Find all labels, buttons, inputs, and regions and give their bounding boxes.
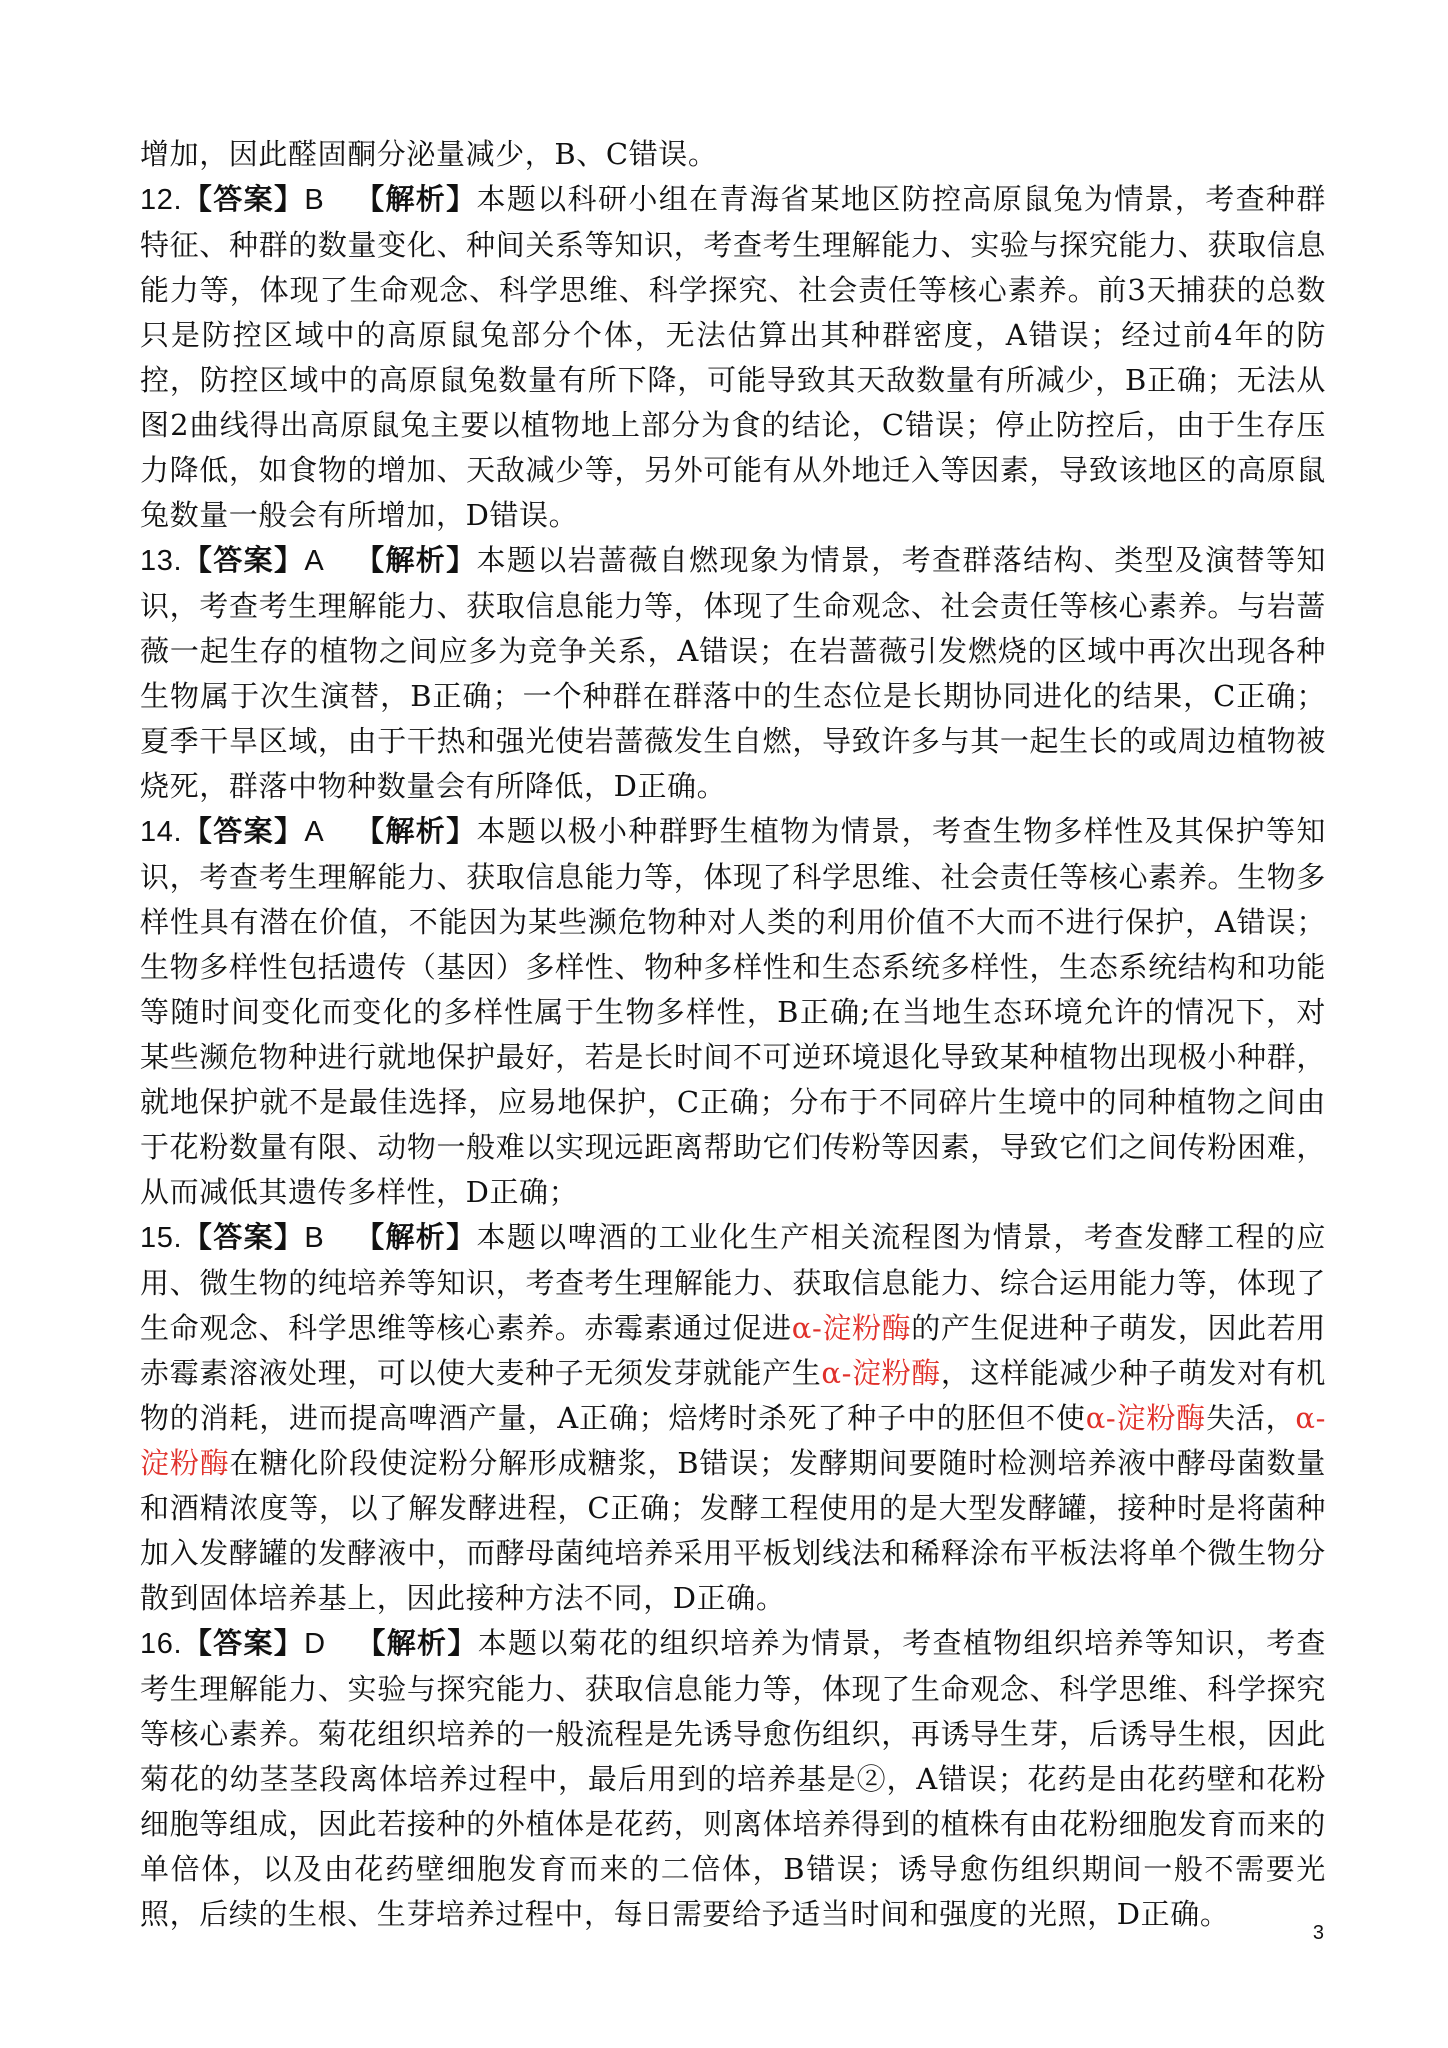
answer-letter: B <box>304 184 325 216</box>
answer-tag: 【答案】 <box>182 1626 305 1660</box>
analysis-tag: 【解析】 <box>354 543 477 577</box>
page-number: 3 <box>1312 1922 1324 1944</box>
item-15 <box>140 1215 1326 1621</box>
analysis-seg: 在糖化阶段使淀粉分解形成糖浆，B错误；发酵期间要随时检测培养液中酵母菌数量和酒精浓度等，以了解发酵进程，C正确；发酵工程使用的是大型发酵罐，接种时是将菌种加入发酵罐的发酵液中，而酵母菌纯培养采用平板划线法和稀释涂布平板法将单个微生物分散到固体培养基上，因此接种方法不同，D正确。 <box>140 1446 1326 1615</box>
enzyme-highlight: α-淀粉酶 <box>1085 1401 1206 1435</box>
answer-analysis-body <box>140 132 1326 1937</box>
enzyme-highlight: α-淀粉酶 <box>140 1401 1326 1480</box>
analysis-tag: 【解析】 <box>355 1626 478 1660</box>
analysis-text: 本题以岩蔷薇自燃现象为情景，考查群落结构、类型及演替等知识，考查考生理解能力、获取信息能力等，体现了生命观念、社会责任等核心素养。与岩蔷薇一起生存的植物之间应多为竞争关系，A错误；在岩蔷薇引发燃烧的区域中再次出现各种生物属于次生演替，B正确；一个种群在群落中的生态位是长期协同进化的结果，C正确；夏季干旱区域，由于干热和强光使岩蔷薇发生自燃，导致许多与其一起生长的或周边植物被烧死，群落中物种数量会有所降低，D正确。 <box>140 543 1326 803</box>
question-number: 13. <box>140 545 183 577</box>
analysis-tag: 【解析】 <box>354 814 477 848</box>
answer-tag: 【答案】 <box>182 182 305 216</box>
enzyme-highlight: α-淀粉酶 <box>821 1356 941 1390</box>
answer-letter: A <box>304 816 325 848</box>
analysis-text: 本题以科研小组在青海省某地区防控高原鼠兔为情景，考查种群特征、种群的数量变化、种间关系等知识，考查考生理解能力、实验与探究能力、获取信息能力等，体现了生命观念、科学思维、科学探究、社会责任等核心素养。前3天捕获的总数只是防控区域中的高原鼠兔部分个体，无法估算出其种群密度，A错误；经过前4年的防控，防控区域中的高原鼠兔数量有所下降，可能导致其天敌数量有所减少，B正确；无法从图2曲线得出高原鼠兔主要以植物地上部分为食的结论，C错误；停止防控后，由于生存压力降低，如食物的增加、天敌减少等，另外可能有从外地迁入等因素，导致该地区的高原鼠兔数量一般会有所增加，D错误。 <box>140 182 1326 532</box>
answer-letter: B <box>304 1222 325 1254</box>
analysis-tag: 【解析】 <box>354 1220 477 1254</box>
question-number: 16. <box>140 1628 183 1660</box>
question-number: 14. <box>140 816 183 848</box>
item-12 <box>140 177 1326 538</box>
item-13 <box>140 538 1326 809</box>
item-16 <box>140 1621 1326 1937</box>
enzyme-highlight: α-淀粉酶 <box>791 1311 912 1345</box>
answer-tag: 【答案】 <box>182 1220 305 1254</box>
analysis-seg: ，这样能减少种子萌发对有机物的消耗，进而提高啤酒产量，A正确；焙烤时杀死了种子中的胚但不使 <box>140 1356 1326 1435</box>
answer-tag: 【答案】 <box>182 543 305 577</box>
question-number: 12. <box>140 184 183 216</box>
analysis-tag: 【解析】 <box>354 182 477 216</box>
answer-letter: D <box>304 1628 326 1660</box>
question-number: 15. <box>140 1222 183 1254</box>
intro-line <box>140 132 1326 177</box>
item-14 <box>140 809 1326 1215</box>
answer-tag: 【答案】 <box>182 814 305 848</box>
analysis-text: 本题以菊花的组织培养为情景，考查植物组织培养等知识，考查考生理解能力、实验与探究能力、获取信息能力等，体现了生命观念、科学思维、科学探究等核心素养。菊花组织培养的一般流程是先诱导愈伤组织，再诱导生芽，后诱导生根，因此菊花的幼茎茎段离体培养过程中，最后用到的培养基是②，A错误；花药是由花药壁和花粉细胞等组成，因此若接种的外植体是花药，则离体培养得到的植株有由花粉细胞发育而来的单倍体，以及由花药壁细胞发育而来的二倍体，B错误；诱导愈伤组织期间一般不需要光照，后续的生根、生芽培养过程中，每日需要给予适当时间和强度的光照，D正确。 <box>140 1626 1326 1931</box>
analysis-text: 本题以极小种群野生植物为情景，考查生物多样性及其保护等知识，考查考生理解能力、获取信息能力等，体现了科学思维、社会责任等核心素养。生物多样性具有潜在价值，不能因为某些濒危物种对人类的利用价值不大而不进行保护，A错误；生物多样性包括遗传（基因）多样性、物种多样性和生态系统多样性，生态系统结构和功能等随时间变化而变化的多样性属于生物多样性，B正确;在当地生态环境允许的情况下，对某些濒危物种进行就地保护最好，若是长时间不可逆环境退化导致某种植物出现极小种群，就地保护就不是最佳选择，应易地保护，C正确；分布于不同碎片生境中的同种植物之间由于花粉数量有限、动物一般难以实现远距离帮助它们传粉等因素，导致它们之间传粉困难，从而减低其遗传多样性，D正确； <box>140 814 1326 1209</box>
analysis-seg: 失活， <box>1205 1401 1296 1435</box>
answer-letter: A <box>304 545 325 577</box>
intro-text: 增加，因此醛固酮分泌量减少，B、C错误。 <box>140 137 718 171</box>
analysis-seg: 的产生促进种子萌发，因此若用赤霉素溶液处理，可以使大麦种子无须发芽就能产生 <box>140 1311 1326 1390</box>
analysis-seg: 本题以啤酒的工业化生产相关流程图为情景，考查发酵工程的应用、微生物的纯培养等知识，考查考生理解能力、获取信息能力、综合运用能力等，体现了生命观念、科学思维等核心素养。赤霉素通过促进 <box>140 1220 1326 1345</box>
